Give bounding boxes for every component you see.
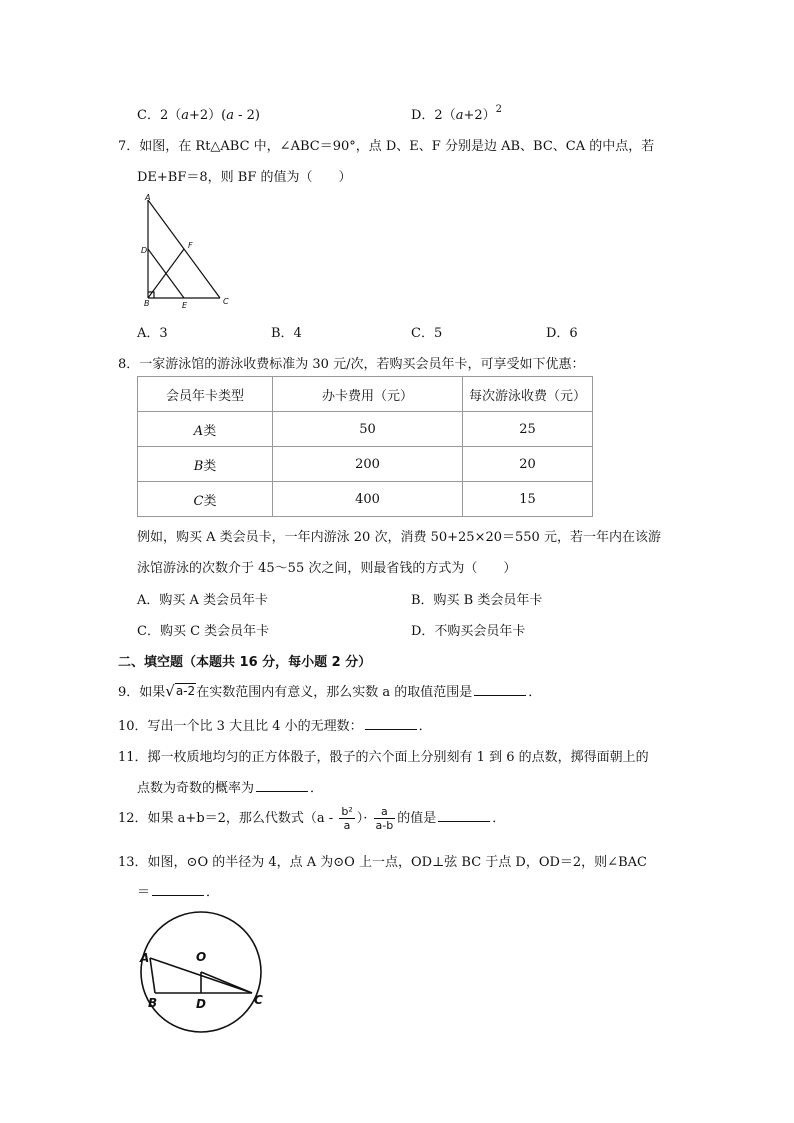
q12-stem: 12．如果 a+b＝2，那么代数式（a - $\frac{\text{b²}}{a}$ ）· $\frac{a}{a-b}$ 的值是 ． [118,805,506,832]
header-card-type: 会员年卡类型 [138,377,273,412]
label-o: O [196,950,207,964]
label-c: C [254,993,263,1007]
q6-option-d: D．$2(a+2)^2$ [411,104,503,123]
answer-blank [365,717,417,730]
q7-stem-line1: 7．如图，在 Rt△ABC 中，∠ABC＝90°，点 D、E、F 分别是边 AB、BC、CA 的中点，若 [118,139,655,154]
answer-blank [256,779,308,792]
table-header-row [138,377,593,412]
label-a: A [140,951,150,965]
q8-option-d: D．不购买会员年卡 [411,624,526,639]
table-row: C类 400 15 [138,482,593,517]
fraction-b2-over-a: $\frac{\text{b²}}{a}$ [341,805,353,832]
sqrt-expression: √ a-2 [165,682,196,700]
header-per-swim: 每次游泳收费（元） [463,377,593,412]
q7-option-a: A．3 [137,326,168,341]
answer-blank [438,809,490,822]
segment-oc [201,972,252,993]
q9-stem: 9．如果 √ a-2 在实数范围内有意义，那么实数 a 的取值范围是 ． [118,682,542,700]
q8-option-a: A．购买 A 类会员年卡 [137,593,269,608]
q8-fee-table [137,376,593,517]
label-d: D [141,246,148,255]
q7-triangle-figure [136,192,232,312]
q10-stem: 10．写出一个比 3 大且比 4 小的无理数： ． [118,719,432,734]
label-f: F [188,241,193,250]
q13-stem-line2: ＝ ． [137,885,220,900]
q8-option-c: C．购买 C 类会员年卡 [137,624,270,639]
q11-stem-line2: 点数为奇数的概率为 ． [137,781,324,796]
q13-circle-figure [136,906,276,1038]
q13-stem-line1: 13．如图，⊙O 的半径为 4，点 A 为⊙O 上一点，OD⊥弦 BC 于点 D，OD＝2，则∠BAC [118,855,647,870]
q7-stem-line2: DE+BF＝8，则 BF 的值为（ ） [137,170,352,185]
answer-blank [474,683,526,696]
fraction-a-over-a-minus-b: $\frac{a}{a-b}$ [375,805,394,832]
q7-option-b: B．4 [271,326,302,341]
label-d: D [196,997,206,1011]
table-row: B类 200 20 [138,447,593,482]
label-b: B [144,299,150,308]
label-b: B [148,996,158,1010]
segment-ab [150,958,155,993]
section-title-fill-in: 二、填空题（本题共 16 分，每小题 2 分） [118,655,372,670]
q11-stem-line1: 11．掷一枚质地均匀的正方体骰子，骰子的六个面上分别刻有 1 到 6 的点数，掷得面朝上的 [118,750,649,765]
q7-option-c: C．5 [411,326,443,341]
label-e: E [182,301,188,310]
answer-blank [152,883,204,896]
table-row: A类 50 25 [138,412,593,447]
label-c: C [223,297,229,306]
q8-example-line2: 泳馆游泳的次数介于 45～55 次之间，则最省钱的方式为（ ） [137,561,517,576]
q8-option-b: B．购买 B 类会员年卡 [411,593,543,608]
header-card-fee: 办卡费用（元） [273,377,463,412]
q8-example-line1: 例如，购买 A 类会员卡，一年内游泳 20 次，消费 50+25×20＝550 元，若一年内在该游 [137,530,661,545]
q6-option-c: C．2（a+2）(a - 2) [137,108,260,123]
label-a: A [145,193,151,202]
q8-stem: 8．一家游泳馆的游泳收费标准为 30 元/次，若购买会员年卡，可享受如下优惠： [118,357,585,372]
q7-option-d: D．6 [546,326,578,341]
